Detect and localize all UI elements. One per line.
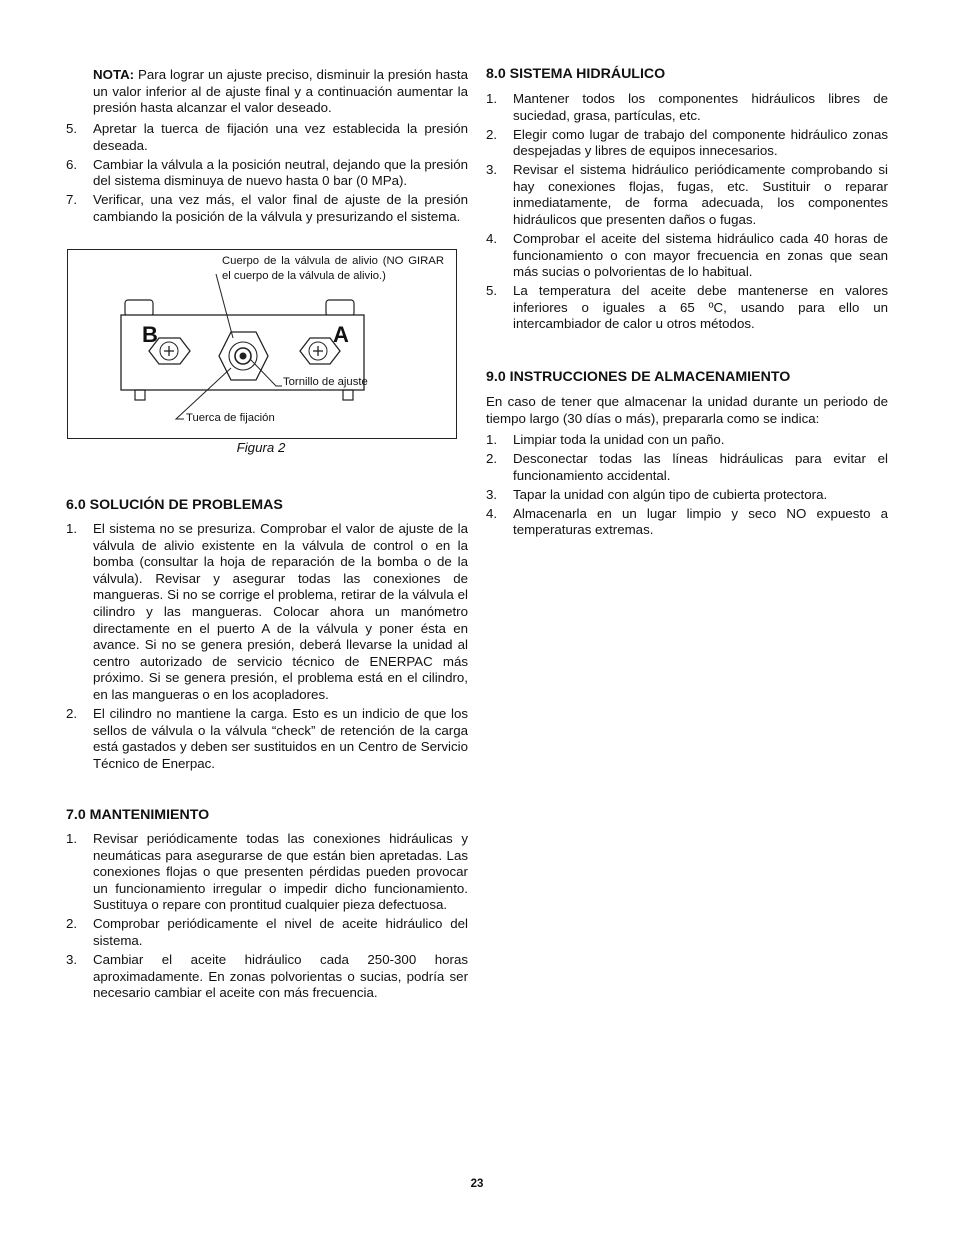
foot-right <box>343 390 353 400</box>
list-item: 3. Tapar la unidad con algún tipo de cubierta protectora. <box>486 486 828 502</box>
section-7-heading: 7.0 MANTENIMIENTO <box>66 807 210 823</box>
port-a-label: A <box>333 322 349 347</box>
figure-caption: Figura 2 <box>236 440 286 455</box>
list-item: 3. Revisar el sistema hidráulico periódicamente comprobando si hay conexiones flojas, fugas, etc. Sustituir o reparar inmediatamente, de forma adecuada, los componentes hidráulicos que presenten daños o fugas. <box>486 162 888 227</box>
note-paragraph <box>93 67 468 117</box>
section-7-list <box>66 831 468 1004</box>
steps-continued-list <box>66 121 468 228</box>
note-label: NOTA: <box>93 67 135 82</box>
figure-relief-valve <box>67 249 457 439</box>
list-item: 2. El cilindro no mantiene la carga. Esto es un indicio de que los sellos de válvula o la válvula “check” de retención de la carga está gastados y deben ser sustituidos en un Centro de Servicio Técnico de Enerpac. <box>66 705 468 771</box>
list-item: 1. Mantener todos los componentes hidráulicos libres de suciedad, grasa, partículas, etc. <box>486 91 888 123</box>
section-9-intro: En caso de tener que almacenar la unidad durante un periodo de tiempo largo (30 días o más), prepararla como se indica: <box>486 394 888 426</box>
list-item: 4. Comprobar el aceite del sistema hidráulico cada 40 horas de funcionamiento o con mayor frecuencia en zonas que sean más sucias o polvorientas de lo habitual. <box>486 230 888 280</box>
section-9-list <box>486 432 888 541</box>
note-text: Para lograr un ajuste preciso, disminuir la presión hasta un valor inferior al de ajuste final y a continuación aumentar la presión hasta alcanzar el valor deseado. <box>93 67 468 116</box>
list-item: 4. Almacenarla en un lugar limpio y seco NO expuesto a temperaturas extremas. <box>486 505 888 538</box>
page-number: 23 <box>470 1178 484 1190</box>
port-b-label: B <box>142 322 158 347</box>
list-item: 3. Cambiar el aceite hidráulico cada 250-300 horas aproximadamente. En zonas polvorientas o sucias, podría ser necesario cambiar el aceite con más frecuencia. <box>66 951 468 1001</box>
list-item: 5. La temperatura del aceite debe mantenerse en valores inferiores o iguales a 65 ºC, usando para ello un intercambiador de calor u otros métodos. <box>486 283 888 332</box>
section-6-heading: 6.0 SOLUCIÓN DE PROBLEMAS <box>66 497 283 513</box>
section-6-list <box>66 521 468 775</box>
label-adjust-screw: Tornillo de ajuste <box>283 376 368 388</box>
list-item: 6. Cambiar la válvula a la posición neutral, dejando que la presión del sistema disminuya de nuevo hasta 0 bar (0 MPa). <box>66 156 468 189</box>
label-valve-body: Cuerpo de la válvula de alivio (NO GIRAR el cuerpo de la válvula de alivio.) <box>222 255 444 283</box>
section-9-heading: 9.0 INSTRUCCIONES DE ALMACENAMIENTO <box>486 369 791 385</box>
list-item: 1. Limpiar toda la unidad con un paño. <box>486 432 725 447</box>
list-item: 1. Revisar periódicamente todas las conexiones hidráulicas y neumáticas para asegurarse de que están bien apretadas. Las conexiones flojas o que presenten pérdidas pueden provocar un funcionamiento irregular o impedir dicho funcionamiento. Sustituya o repare con prontitud cualquier pieza defectuosa. <box>66 831 468 913</box>
foot-left <box>135 390 145 400</box>
top-boss-left <box>125 300 153 316</box>
list-item: 7. Verificar, una vez más, el valor final de ajuste de la presión cambiando la posición de la válvula y presurizando el sistema. <box>66 192 468 224</box>
list-item: 2. Comprobar periódicamente el nivel de aceite hidráulico del sistema. <box>66 916 468 948</box>
section-8-heading: 8.0 SISTEMA HIDRÁULICO <box>486 66 666 82</box>
list-item: 2. Desconectar todas las líneas hidráulicas para evitar el funcionamiento accidental. <box>486 450 888 483</box>
list-item: 1. El sistema no se presuriza. Comprobar el valor de ajuste de la válvula de alivio existente en la válvula de control o en la bomba (consultar la hoja de reparación de la bomba o de la válvula). Revisar y asegurar todas las conexiones de mangueras. Si no se corrige el problema, retirar de la válvula el cilindro y las mangueras. Colocar ahora un manómetro directamente en el puerto A de la válvula y poner ésta en avance. Si no se genera presión, deberá llevarse la unidad al centro autorizado de servicio técnico de ENERPAC más próximo. Si se genera presión, el problema está en el cilindro, en las mangueras o en los acopladores. <box>66 521 468 702</box>
top-boss-right <box>326 300 354 316</box>
list-item: 5. Apretar la tuerca de fijación una vez establecida la presión deseada. <box>66 121 468 153</box>
section-8-list <box>486 91 888 335</box>
label-lock-nut: Tuerca de fijación <box>186 412 275 424</box>
list-item: 2. Elegir como lugar de trabajo del componente hidráulico zonas despejadas y libres de equipos innecesarios. <box>486 126 888 159</box>
